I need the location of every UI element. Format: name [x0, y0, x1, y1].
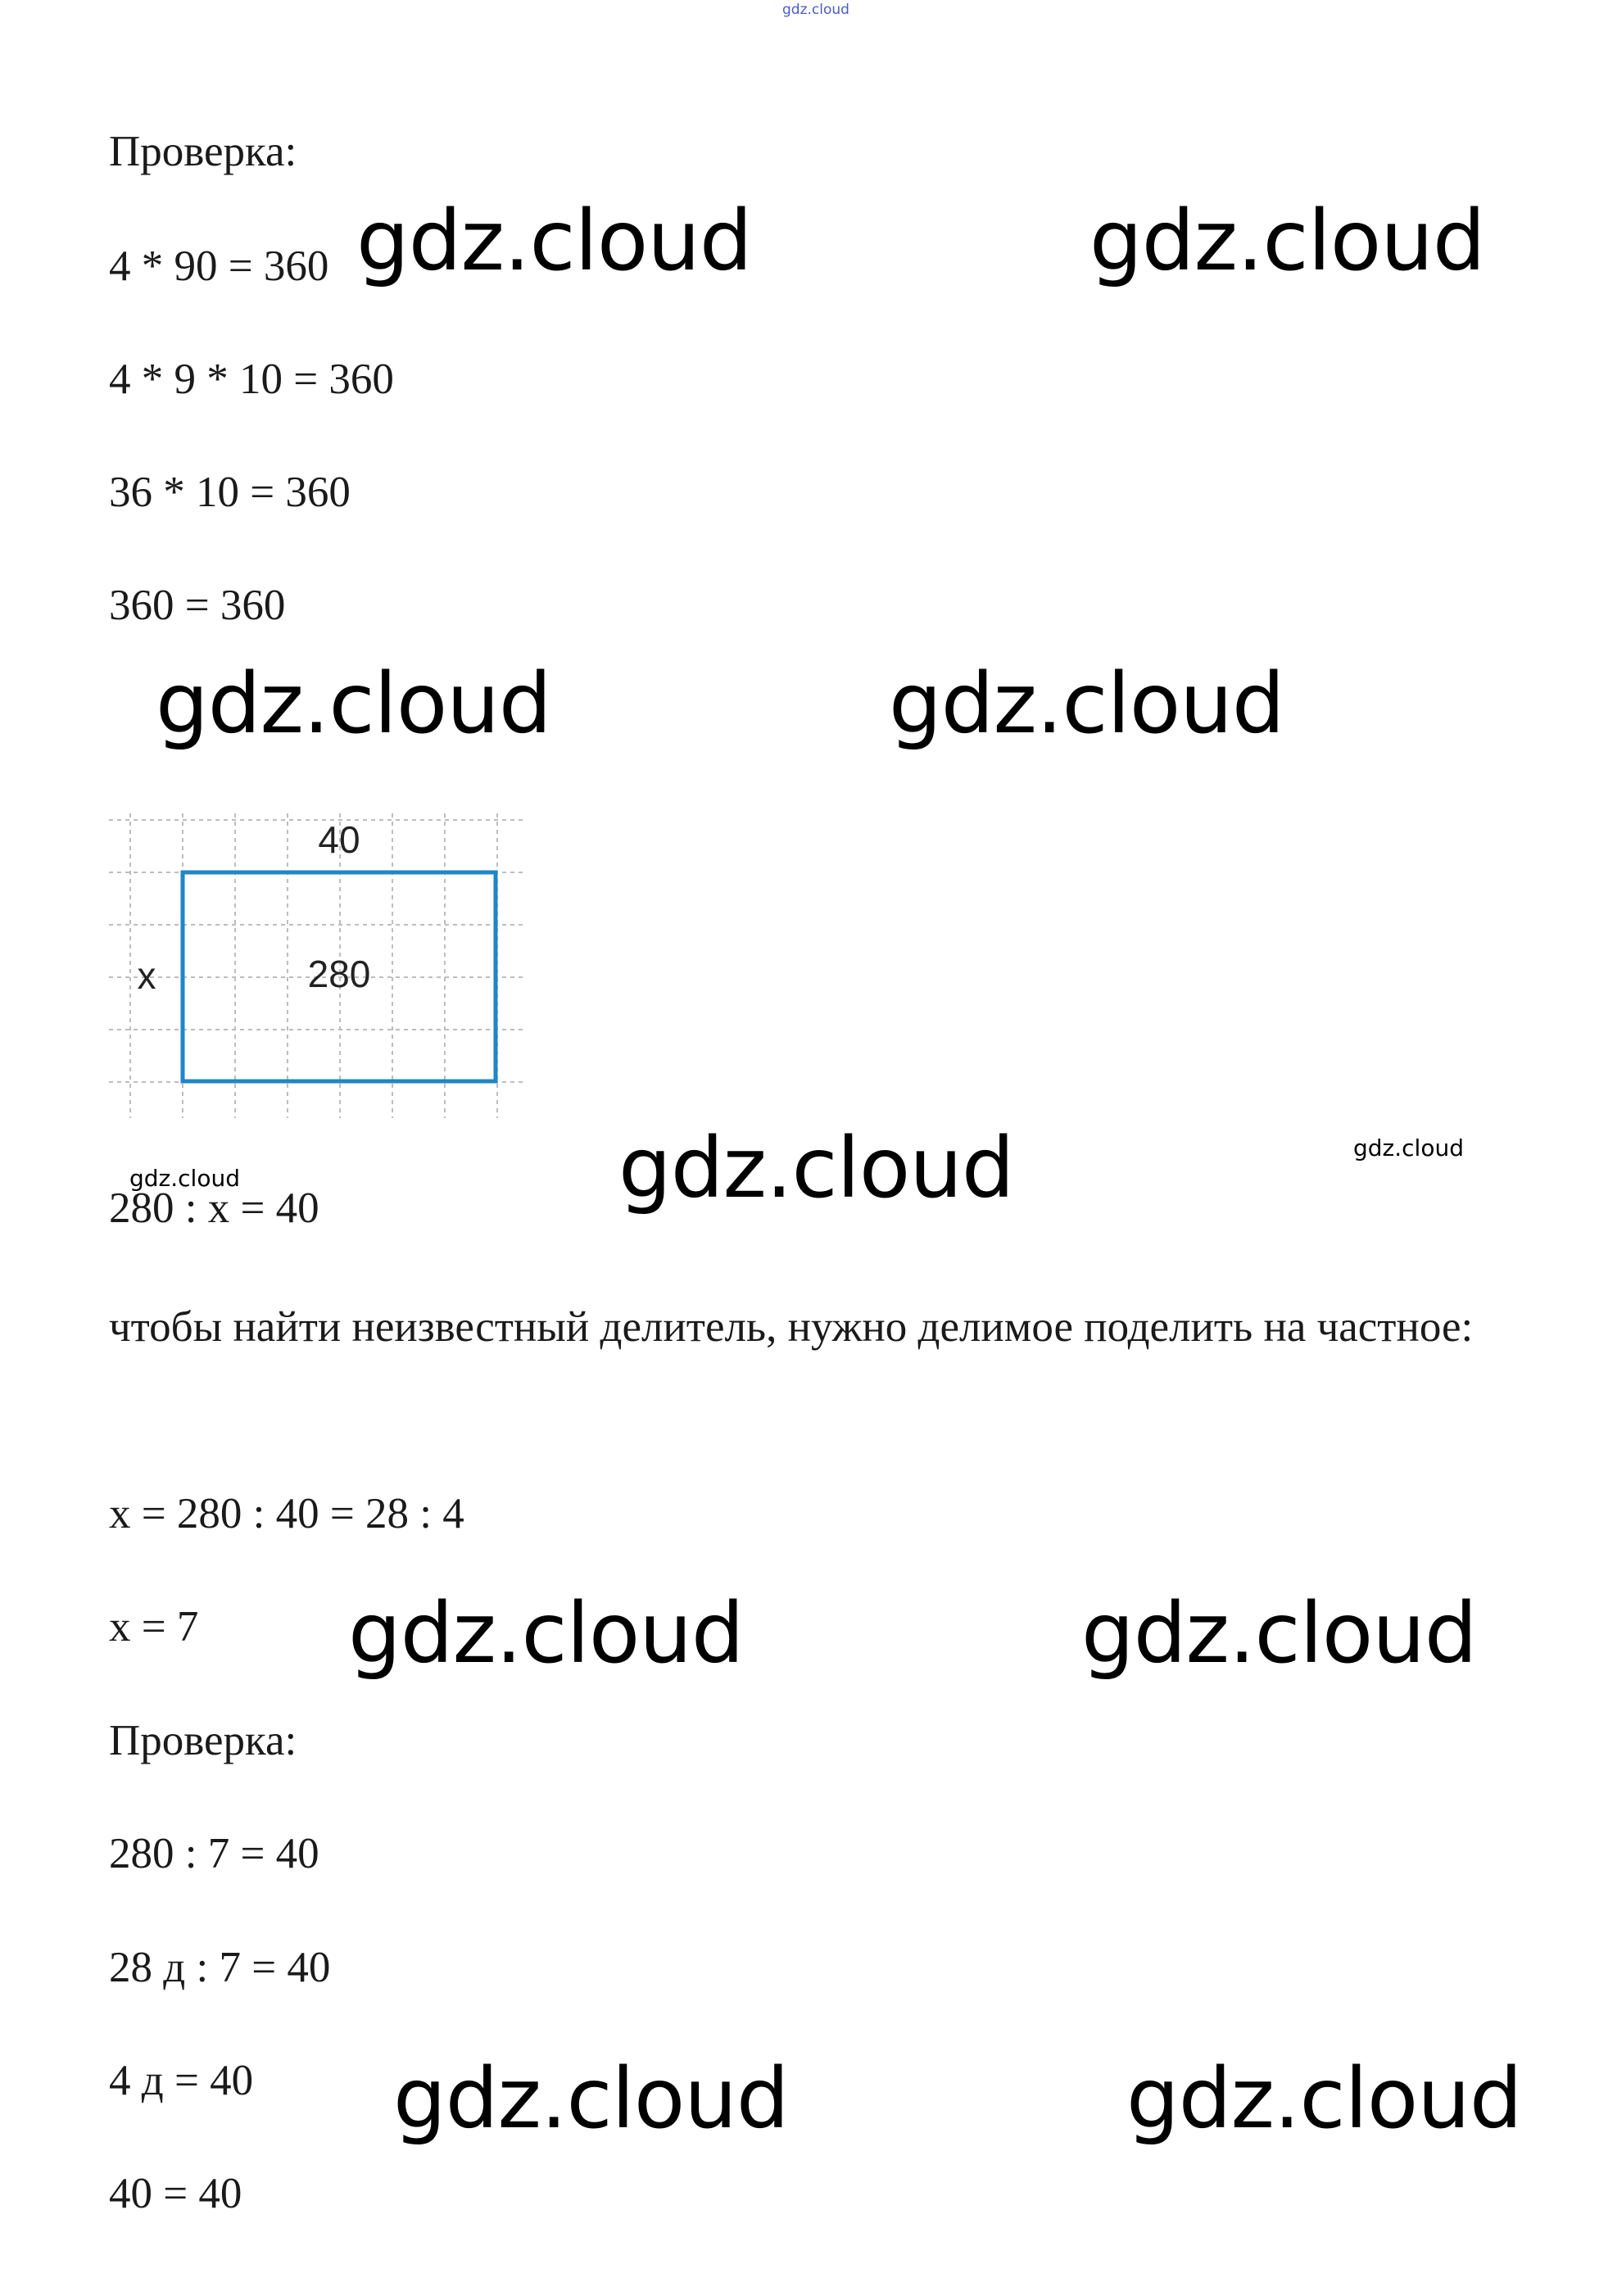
check1-line-3: 36 * 10 = 360 — [109, 469, 351, 516]
check-heading-2: Проверка: — [109, 1717, 297, 1764]
watermark: gdz.cloud — [356, 192, 752, 290]
top-watermark: gdz.cloud — [782, 2, 849, 18]
watermark: gdz.cloud — [1089, 192, 1485, 290]
check1-line-1: 4 * 90 = 360 — [109, 242, 329, 290]
left-side-label: x — [137, 954, 156, 997]
solution-step-1: x = 280 : 40 = 28 : 4 — [109, 1490, 464, 1537]
watermark: gdz.cloud — [1081, 1585, 1477, 1682]
watermark: gdz.cloud — [889, 655, 1284, 753]
check2-line-1: 280 : 7 = 40 — [109, 1830, 319, 1877]
watermark-small: gdz.cloud — [1353, 1134, 1464, 1162]
check-heading-1: Проверка: — [109, 128, 297, 175]
watermark-small: gdz.cloud — [129, 1165, 240, 1192]
watermark: gdz.cloud — [618, 1120, 1014, 1217]
check2-line-4: 40 = 40 — [109, 2170, 242, 2217]
area-value-label: 280 — [307, 953, 371, 995]
watermark: gdz.cloud — [348, 1585, 744, 1682]
top-side-label: 40 — [318, 818, 360, 861]
check2-line-2: 28 д : 7 = 40 — [109, 1944, 331, 1991]
watermark: gdz.cloud — [1126, 2050, 1522, 2148]
equation: 280 : x = 40 — [109, 1184, 319, 1232]
solution-step-2: x = 7 — [109, 1603, 199, 1651]
area-diagram — [109, 807, 535, 1122]
rule-text: чтобы найти неизвестный делитель, нужно делимое поделить на частное: — [109, 1303, 1474, 1351]
watermark: gdz.cloud — [393, 2050, 789, 2148]
check1-line-4: 360 = 360 — [109, 582, 286, 629]
watermark: gdz.cloud — [156, 655, 551, 753]
check1-line-2: 4 * 9 * 10 = 360 — [109, 355, 394, 403]
check2-line-3: 4 д = 40 — [109, 2057, 254, 2104]
